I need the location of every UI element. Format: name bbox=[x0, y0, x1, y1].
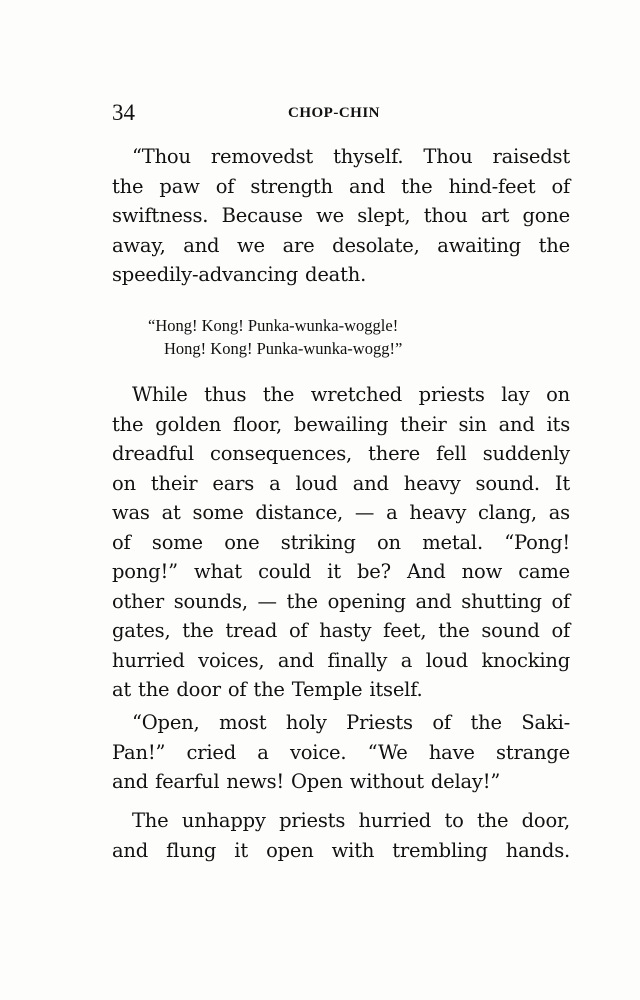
paragraph-line: speedily-advancing death. bbox=[112, 263, 367, 286]
running-title: CHOP-CHIN bbox=[288, 105, 380, 121]
paragraph-4 bbox=[112, 806, 570, 865]
paragraph-2 bbox=[112, 380, 570, 705]
paragraph-line: and fearful news! Open without delay!” bbox=[112, 770, 501, 793]
paragraph-line: hurried voices, and finally a loud knocking bbox=[112, 648, 570, 672]
verse-block bbox=[148, 314, 518, 360]
verse-line: “Hong! Kong! Punka-wunka-woggle! bbox=[148, 316, 399, 335]
paragraph-line: While thus the wretched priests lay on bbox=[132, 383, 570, 406]
page-number: 34 bbox=[112, 100, 135, 125]
paragraph-line: of some one striking on metal. “Pong! bbox=[112, 530, 570, 554]
paragraph-1 bbox=[112, 142, 570, 290]
paragraph-line: on their ears a loud and heavy sound. It bbox=[112, 471, 570, 495]
paragraph-3 bbox=[112, 708, 570, 797]
paragraph-line: dreadful consequences, there fell suddenly bbox=[112, 442, 570, 465]
paragraph-line: gates, the tread of hasty feet, the sound of bbox=[112, 619, 570, 642]
paragraph-line: the paw of strength and the hind-feet of bbox=[112, 174, 570, 198]
paragraph-line: The unhappy priests hurried to the door, bbox=[132, 809, 570, 832]
paragraph-line: pong!” what could it be? And now came bbox=[112, 560, 570, 583]
paragraph-line: swiftness. Because we slept, thou art gone bbox=[112, 204, 570, 227]
paragraph-line: “Open, most holy Priests of the Saki- bbox=[132, 711, 570, 734]
paragraph-line: “Thou removedst thyself. Thou raisedst bbox=[132, 145, 570, 168]
paragraph-line: at the door of the Temple itself. bbox=[112, 678, 423, 701]
paragraph-line: away, and we are desolate, awaiting the bbox=[112, 233, 570, 257]
verse-line: Hong! Kong! Punka-wunka-wogg!” bbox=[164, 339, 403, 358]
paragraph-line: and flung it open with trembling hands. bbox=[112, 838, 570, 862]
paragraph-line: was at some distance, — a heavy clang, as bbox=[112, 501, 570, 524]
page-header bbox=[112, 100, 570, 130]
paragraph-line: other sounds, — the opening and shutting of bbox=[112, 589, 570, 613]
paragraph-line: the golden floor, bewailing their sin and its bbox=[112, 412, 570, 436]
paragraph-line: Pan!” cried a voice. “We have strange bbox=[112, 740, 570, 764]
